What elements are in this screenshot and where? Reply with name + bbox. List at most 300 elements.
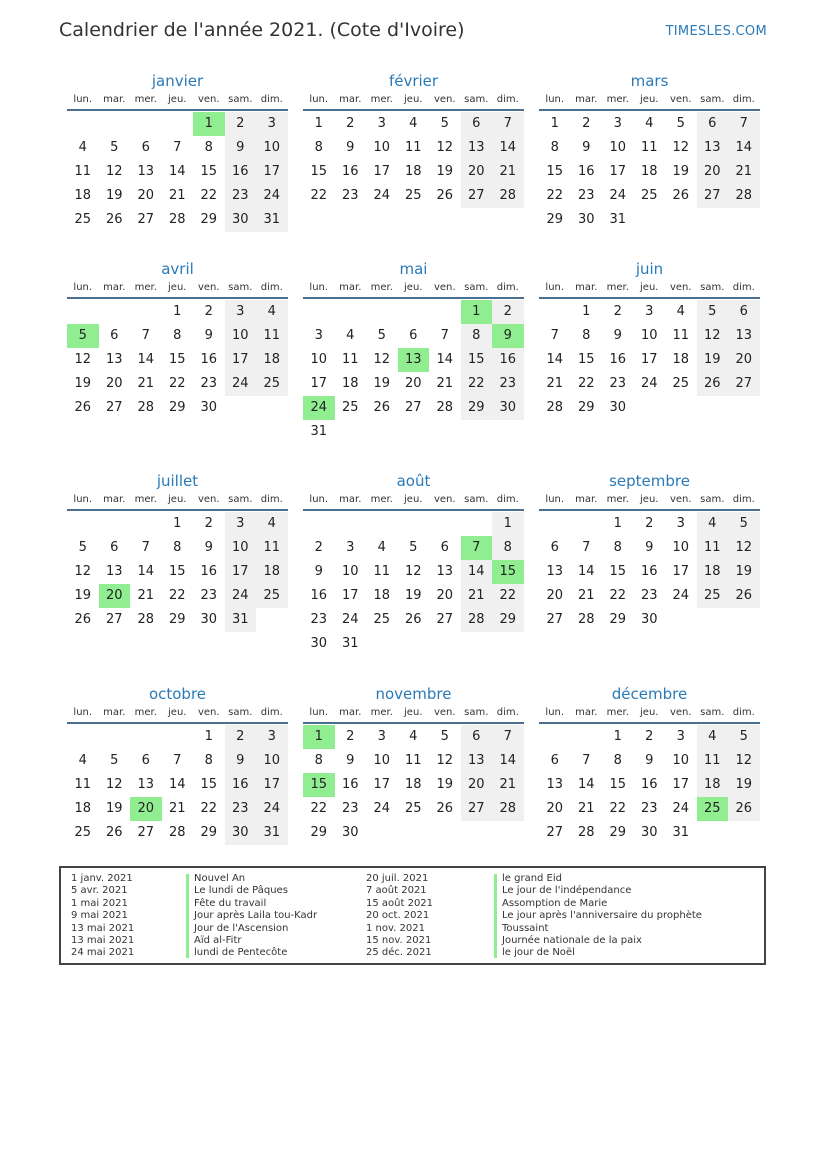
day-cell: 3 — [645, 304, 654, 319]
day-cell: 19 — [728, 560, 760, 584]
day-cell: 8 — [613, 540, 622, 555]
day-cell: 24 — [640, 376, 658, 391]
day-cell: 5 — [78, 540, 87, 555]
weekday-label: lun. — [73, 94, 93, 105]
day-cell: 31 — [310, 424, 328, 439]
day-cell: 8 — [550, 140, 559, 155]
day-cell: 24 — [672, 801, 690, 816]
day-cell: 3 — [346, 540, 355, 555]
day-cell: 17 — [640, 352, 658, 367]
day-cell: 30 — [225, 821, 257, 845]
day-cell: 28 — [137, 612, 155, 627]
weekday-label: mar. — [575, 94, 598, 105]
week-row — [67, 797, 288, 821]
day-cell: 23 — [225, 797, 257, 821]
day-grid — [67, 725, 288, 845]
day-cell: 30 — [341, 825, 359, 840]
day-cell: 7 — [728, 112, 760, 136]
weekday-label: dim. — [496, 94, 519, 105]
week-row — [539, 560, 760, 584]
month-août — [303, 470, 524, 656]
week-row — [67, 300, 288, 324]
day-cell: 5 — [728, 725, 760, 749]
day-cell: 25 — [74, 212, 92, 227]
day-cell: 5 — [728, 512, 760, 536]
month-octobre — [67, 683, 288, 845]
empty-cell — [539, 512, 571, 536]
day-cell: 9 — [645, 753, 654, 768]
day-cell: 29 — [200, 825, 218, 840]
week-row — [303, 300, 524, 324]
day-cell: 9 — [204, 328, 213, 343]
day-cell: 16 — [200, 564, 218, 579]
weekday-header — [539, 92, 760, 111]
day-cell: 23 — [310, 612, 328, 627]
holiday-day-cell: 1 — [461, 300, 493, 324]
empty-cell — [492, 821, 524, 845]
weekday-label: mer. — [370, 282, 393, 293]
weekday-label: dim. — [260, 494, 283, 505]
legend-holiday-name: le grand Eid — [502, 873, 563, 884]
day-cell: 4 — [409, 116, 418, 131]
weekday-label: sam. — [700, 494, 725, 505]
legend-date: 15 nov. 2021 — [366, 934, 432, 946]
day-cell: 13 — [728, 324, 760, 348]
day-cell: 16 — [640, 777, 658, 792]
weekday-label: lun. — [545, 494, 565, 505]
day-cell: 22 — [546, 188, 564, 203]
empty-cell — [697, 821, 729, 845]
legend-dates-right — [366, 873, 433, 960]
day-cell: 3 — [613, 116, 622, 131]
month-novembre — [303, 683, 524, 845]
day-cell: 22 — [310, 801, 328, 816]
day-cell: 6 — [550, 540, 559, 555]
day-cell: 20 — [137, 188, 155, 203]
day-cell: 12 — [697, 324, 729, 348]
day-cell: 8 — [173, 540, 182, 555]
page-title: Calendrier de l'année 2021. (Cote d'Ivoire) — [59, 19, 465, 41]
empty-cell — [571, 512, 603, 536]
day-cell: 8 — [582, 328, 591, 343]
day-cell: 31 — [609, 212, 627, 227]
empty-cell — [130, 512, 162, 536]
month-name: octobre — [148, 685, 207, 703]
weekday-label: dim. — [496, 282, 519, 293]
day-cell: 18 — [74, 188, 92, 203]
day-cell: 9 — [225, 136, 257, 160]
legend-date: 1 janv. 2021 — [71, 873, 133, 884]
day-cell: 26 — [105, 825, 123, 840]
day-cell: 26 — [74, 400, 92, 415]
empty-cell — [67, 512, 99, 536]
day-cell: 24 — [672, 588, 690, 603]
day-cell: 26 — [436, 801, 454, 816]
weekday-label: dim. — [732, 707, 755, 718]
day-cell: 15 — [546, 164, 564, 179]
week-row — [303, 797, 524, 821]
day-cell: 8 — [492, 536, 524, 560]
week-row — [67, 208, 288, 232]
week-row — [67, 372, 288, 396]
day-cell: 29 — [461, 396, 493, 420]
legend-date: 20 oct. 2021 — [366, 910, 430, 922]
week-row — [539, 749, 760, 773]
day-cell: 15 — [577, 352, 595, 367]
day-cell: 2 — [225, 725, 257, 749]
day-cell: 1 — [582, 304, 591, 319]
week-row — [303, 184, 524, 208]
day-cell: 3 — [676, 516, 685, 531]
holiday-day-cell: 1 — [303, 725, 335, 749]
week-row — [539, 300, 760, 324]
day-cell: 12 — [404, 564, 422, 579]
legend-holiday-name: Le jour après l'anniversaire du prophète — [502, 910, 702, 922]
empty-cell — [728, 396, 760, 420]
day-cell: 7 — [141, 328, 150, 343]
day-cell: 14 — [137, 352, 155, 367]
day-cell: 15 — [609, 564, 627, 579]
day-cell: 10 — [341, 564, 359, 579]
week-row — [67, 773, 288, 797]
weekday-label: mar. — [339, 707, 362, 718]
day-cell: 22 — [200, 801, 218, 816]
empty-cell — [429, 300, 461, 324]
day-cell: 21 — [492, 160, 524, 184]
month-juin — [539, 258, 760, 420]
day-cell: 15 — [200, 777, 218, 792]
holiday-day-cell: 25 — [697, 797, 729, 821]
day-cell: 18 — [640, 164, 658, 179]
day-cell: 13 — [137, 164, 155, 179]
day-cell: 2 — [346, 729, 355, 744]
day-cell: 6 — [141, 753, 150, 768]
day-cell: 22 — [168, 588, 186, 603]
holiday-day-cell: 7 — [461, 536, 493, 560]
weekday-label: sam. — [700, 707, 725, 718]
empty-cell — [130, 300, 162, 324]
day-cell: 27 — [105, 400, 123, 415]
day-cell: 9 — [645, 540, 654, 555]
day-cell: 27 — [137, 212, 155, 227]
day-cell: 12 — [672, 140, 690, 155]
holiday-day-cell: 24 — [303, 396, 335, 420]
day-cell: 13 — [546, 564, 564, 579]
day-cell: 5 — [110, 753, 119, 768]
day-cell: 20 — [404, 376, 422, 391]
day-cell: 19 — [728, 773, 760, 797]
day-cell: 10 — [672, 540, 690, 555]
week-row — [539, 372, 760, 396]
day-cell: 28 — [461, 608, 493, 632]
day-cell: 16 — [200, 352, 218, 367]
week-row — [539, 112, 760, 136]
month-name: décembre — [611, 685, 688, 703]
day-cell: 21 — [461, 584, 493, 608]
day-cell: 7 — [492, 112, 524, 136]
day-cell: 28 — [492, 184, 524, 208]
day-cell: 28 — [436, 400, 454, 415]
weekday-header — [303, 280, 524, 299]
day-cell: 15 — [168, 564, 186, 579]
empty-cell — [539, 725, 571, 749]
holiday-legend — [59, 866, 766, 965]
weekday-label: ven. — [433, 94, 456, 105]
day-cell: 17 — [341, 588, 359, 603]
day-cell: 19 — [404, 588, 422, 603]
empty-cell — [461, 420, 493, 444]
day-cell: 20 — [461, 773, 493, 797]
empty-cell — [728, 608, 760, 632]
day-cell: 5 — [377, 328, 386, 343]
day-cell: 11 — [697, 536, 729, 560]
day-cell: 8 — [314, 140, 323, 155]
empty-cell — [256, 396, 288, 420]
weekday-label: sam. — [228, 282, 253, 293]
day-cell: 5 — [110, 140, 119, 155]
day-cell: 11 — [256, 324, 288, 348]
weekday-label: dim. — [732, 282, 755, 293]
day-cell: 20 — [436, 588, 454, 603]
day-cell: 31 — [256, 821, 288, 845]
week-row — [67, 608, 288, 632]
day-cell: 26 — [728, 797, 760, 821]
weekday-header — [539, 705, 760, 724]
day-cell: 17 — [225, 348, 257, 372]
day-cell: 22 — [609, 588, 627, 603]
day-cell: 4 — [676, 304, 685, 319]
weekday-label: dim. — [496, 494, 519, 505]
holiday-day-cell: 15 — [303, 773, 335, 797]
week-row — [539, 773, 760, 797]
empty-cell — [366, 632, 398, 656]
empty-cell — [99, 512, 131, 536]
weekday-header — [67, 92, 288, 111]
day-grid — [67, 112, 288, 232]
weekday-label: mer. — [134, 494, 157, 505]
day-cell: 3 — [377, 729, 386, 744]
weekday-label: mer. — [370, 707, 393, 718]
day-cell: 12 — [373, 352, 391, 367]
empty-cell — [461, 512, 493, 536]
day-cell: 4 — [78, 140, 87, 155]
day-cell: 27 — [461, 797, 493, 821]
empty-cell — [366, 420, 398, 444]
day-cell: 19 — [373, 376, 391, 391]
weekday-label: sam. — [700, 282, 725, 293]
week-row — [539, 160, 760, 184]
week-row — [303, 348, 524, 372]
day-cell: 20 — [546, 801, 564, 816]
day-cell: 17 — [256, 773, 288, 797]
week-row — [303, 560, 524, 584]
day-cell: 15 — [310, 164, 328, 179]
weekday-label: lun. — [309, 707, 329, 718]
day-cell: 27 — [436, 612, 454, 627]
weekday-label: mer. — [606, 707, 629, 718]
day-cell: 18 — [697, 560, 729, 584]
day-cell: 23 — [492, 372, 524, 396]
weekday-header — [67, 705, 288, 724]
day-cell: 14 — [577, 777, 595, 792]
day-cell: 12 — [74, 352, 92, 367]
day-cell: 9 — [582, 140, 591, 155]
day-cell: 15 — [200, 164, 218, 179]
day-cell: 14 — [137, 564, 155, 579]
day-cell: 26 — [404, 612, 422, 627]
legend-date: 13 mai 2021 — [71, 922, 135, 934]
day-cell: 8 — [204, 753, 213, 768]
weekday-header — [539, 492, 760, 511]
day-cell: 20 — [728, 348, 760, 372]
day-cell: 25 — [404, 801, 422, 816]
week-row — [303, 584, 524, 608]
legend-holiday-name: le jour de Noël — [502, 947, 575, 959]
day-cell: 11 — [373, 564, 391, 579]
day-cell: 17 — [373, 164, 391, 179]
weekday-label: lun. — [545, 707, 565, 718]
week-row — [303, 396, 524, 420]
day-cell: 8 — [314, 753, 323, 768]
day-cell: 21 — [546, 376, 564, 391]
day-cell: 14 — [728, 136, 760, 160]
empty-cell — [162, 112, 194, 136]
weekday-label: mar. — [575, 707, 598, 718]
empty-cell — [256, 608, 288, 632]
week-row — [303, 608, 524, 632]
day-cell: 17 — [310, 376, 328, 391]
week-row — [303, 773, 524, 797]
brand-link[interactable]: TIMESLES.COM — [665, 24, 767, 39]
month-name: mars — [630, 72, 669, 90]
weekday-header — [67, 280, 288, 299]
day-cell: 1 — [173, 304, 182, 319]
empty-cell — [697, 396, 729, 420]
weekday-label: mar. — [575, 282, 598, 293]
day-cell: 23 — [341, 188, 359, 203]
day-cell: 28 — [577, 825, 595, 840]
day-cell: 18 — [404, 164, 422, 179]
day-cell: 11 — [256, 536, 288, 560]
day-cell: 21 — [168, 188, 186, 203]
weekday-label: dim. — [496, 707, 519, 718]
day-cell: 27 — [461, 184, 493, 208]
day-cell: 29 — [310, 825, 328, 840]
day-cell: 10 — [225, 536, 257, 560]
day-cell: 5 — [440, 116, 449, 131]
day-cell: 9 — [346, 140, 355, 155]
day-cell: 14 — [436, 352, 454, 367]
weekday-label: jeu. — [640, 494, 659, 505]
day-cell: 23 — [341, 801, 359, 816]
legend-date: 25 déc. 2021 — [366, 947, 432, 959]
day-cell: 26 — [436, 188, 454, 203]
day-cell: 23 — [200, 376, 218, 391]
day-cell: 29 — [168, 612, 186, 627]
day-cell: 30 — [577, 212, 595, 227]
weekday-label: mar. — [103, 282, 126, 293]
day-cell: 7 — [141, 540, 150, 555]
day-cell: 7 — [173, 140, 182, 155]
day-grid — [303, 512, 524, 656]
day-cell: 3 — [256, 112, 288, 136]
day-cell: 12 — [74, 564, 92, 579]
weekday-label: jeu. — [168, 282, 187, 293]
week-row — [67, 324, 288, 348]
month-name: janvier — [151, 72, 204, 90]
day-cell: 23 — [609, 376, 627, 391]
day-cell: 9 — [314, 564, 323, 579]
day-cell: 13 — [697, 136, 729, 160]
weekday-label: jeu. — [404, 707, 423, 718]
day-cell: 29 — [609, 825, 627, 840]
legend-date: 1 nov. 2021 — [366, 922, 425, 934]
week-row — [303, 160, 524, 184]
day-cell: 26 — [697, 372, 729, 396]
day-cell: 18 — [404, 777, 422, 792]
day-cell: 13 — [436, 564, 454, 579]
day-cell: 17 — [672, 777, 690, 792]
month-mai — [303, 258, 524, 444]
legend-holiday-name: Le jour de l'indépendance — [502, 885, 632, 897]
week-row — [67, 136, 288, 160]
day-cell: 1 — [204, 729, 213, 744]
day-cell: 25 — [256, 372, 288, 396]
empty-cell — [665, 208, 697, 232]
day-cell: 29 — [577, 400, 595, 415]
day-cell: 30 — [200, 400, 218, 415]
month-name: avril — [161, 260, 194, 278]
week-row — [539, 608, 760, 632]
day-cell: 11 — [74, 164, 92, 179]
day-cell: 25 — [74, 825, 92, 840]
day-cell: 3 — [256, 725, 288, 749]
weekday-label: ven. — [197, 707, 220, 718]
legend-color-bar — [186, 874, 189, 958]
week-row — [539, 584, 760, 608]
day-cell: 8 — [204, 140, 213, 155]
month-name: novembre — [375, 685, 452, 703]
weekday-label: sam. — [464, 282, 489, 293]
weekday-label: mar. — [339, 94, 362, 105]
weekday-header — [303, 492, 524, 511]
legend-holiday-name: Fête du travail — [194, 897, 267, 909]
day-cell: 7 — [582, 540, 591, 555]
empty-cell — [335, 300, 367, 324]
day-cell: 2 — [645, 516, 654, 531]
day-cell: 23 — [640, 588, 658, 603]
week-row — [303, 112, 524, 136]
day-cell: 7 — [440, 328, 449, 343]
empty-cell — [99, 300, 131, 324]
weekday-label: sam. — [464, 494, 489, 505]
day-grid — [67, 512, 288, 632]
legend-holiday-name: Toussaint — [502, 922, 549, 934]
day-cell: 25 — [341, 400, 359, 415]
day-cell: 12 — [105, 164, 123, 179]
day-cell: 13 — [105, 564, 123, 579]
empty-cell — [67, 300, 99, 324]
day-cell: 2 — [314, 540, 323, 555]
empty-cell — [398, 300, 430, 324]
day-cell: 10 — [672, 753, 690, 768]
week-row — [539, 512, 760, 536]
day-cell: 2 — [492, 300, 524, 324]
weekday-label: dim. — [260, 94, 283, 105]
week-row — [303, 536, 524, 560]
day-cell: 30 — [640, 612, 658, 627]
empty-cell — [492, 420, 524, 444]
